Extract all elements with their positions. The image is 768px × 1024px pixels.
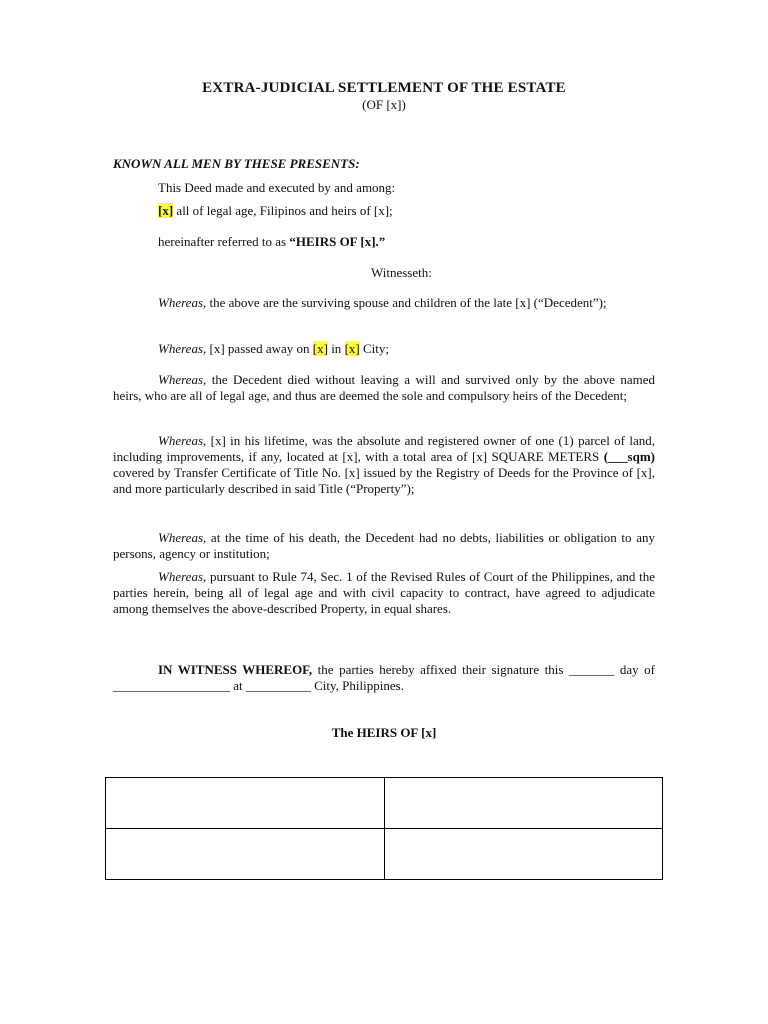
- whereas-paragraph-6: [113, 569, 655, 617]
- whereas-paragraph-5: [113, 530, 655, 562]
- hereinafter-line: [158, 234, 385, 250]
- heirs-line-text: all of legal age, Filipinos and heirs of [x];: [173, 203, 393, 218]
- witnesseth-label: Witnesseth:: [371, 265, 432, 280]
- whereas-text: in: [327, 341, 345, 356]
- whereas-text: pursuant to Rule 74, Sec. 1 of the Revised Rules of Court of the Philippines, and the parties herein, being all of legal age and with civil capacity to contract, have agreed to adjudicate among themselves the above-described Property, in equal shares.: [113, 569, 655, 616]
- whereas-lead: Whereas,: [158, 372, 207, 387]
- table-row: [106, 829, 663, 880]
- whereas-text: the Decedent died without leaving a will and survived only by the above named heirs, who are all of legal age, and thus are deemed the sole and compulsory heirs of the Decedent;: [113, 372, 655, 403]
- whereas-lead: Whereas: [158, 433, 204, 448]
- whereas-lead: Whereas,: [158, 341, 207, 356]
- highlight-mark: [x]: [344, 341, 360, 356]
- document-subtitle: (OF [x]): [362, 97, 406, 112]
- signature-cell: [384, 829, 663, 880]
- whereas-text: at the time of his death, the Decedent had no debts, liabilities or obligation to any persons, agency or institution;: [113, 530, 655, 561]
- heirs-line: [158, 203, 393, 219]
- highlight-mark: [x]: [158, 203, 174, 218]
- whereas-text: City;: [359, 341, 389, 356]
- whereas-text: covered by Transfer Certificate of Title No. [x] issued by the Registry of Deeds for the Province of [x], and more particularly described in said Title (“Property”);: [113, 465, 655, 496]
- hereinafter-prefix: hereinafter referred to as: [158, 234, 290, 249]
- whereas-lead: Whereas,: [158, 530, 207, 545]
- whereas-paragraph-2: [113, 341, 655, 357]
- highlight-mark: [x]: [312, 341, 328, 356]
- whereas-text: , [x] in his lifetime, was the absolute and registered owner of one (1) parcel of land, including improvements, if any, located at [x], with a total area of [x] SQUARE METERS: [113, 433, 655, 464]
- deed-intro-line: This Deed made and executed by and among:: [158, 180, 396, 195]
- signature-cell: [106, 829, 385, 880]
- whereas-text: [x] passed away on: [206, 341, 313, 356]
- witness-paragraph: [113, 662, 655, 694]
- known-all-men-heading: KNOWN ALL MEN BY THESE PRESENTS:: [113, 156, 360, 171]
- in-witness-whereof: IN WITNESS WHEREOF,: [158, 662, 313, 677]
- table-row: [106, 778, 663, 829]
- witness-text: the parties hereby affixed their signature this _______ day of __________________ at __________ City, Philippines.: [113, 662, 655, 693]
- signature-cell: [384, 778, 663, 829]
- signature-cell: [106, 778, 385, 829]
- whereas-lead: Whereas,: [158, 569, 207, 584]
- whereas-lead: Whereas,: [158, 295, 207, 310]
- whereas-paragraph-1: [113, 295, 655, 311]
- document-title: EXTRA-JUDICIAL SETTLEMENT OF THE ESTATE: [202, 80, 566, 96]
- sqm-blank: (___sqm): [603, 449, 655, 464]
- signature-table: [105, 777, 663, 880]
- whereas-text: the above are the surviving spouse and children of the late [x] (“Decedent”);: [206, 295, 607, 310]
- heirs-of-label: “HEIRS OF [x].”: [289, 234, 386, 249]
- heirs-heading: The HEIRS OF [x]: [331, 725, 437, 740]
- whereas-paragraph-4: [113, 433, 655, 497]
- whereas-paragraph-3: [113, 372, 655, 404]
